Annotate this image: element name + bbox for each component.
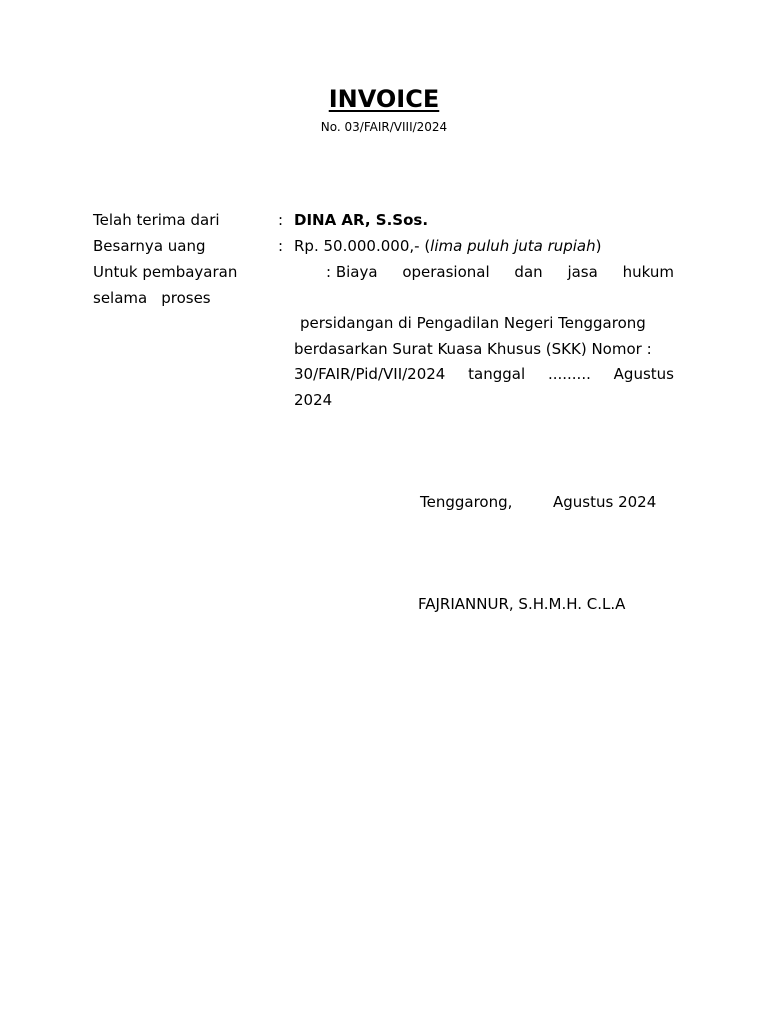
payment-line-5-word: ......... — [547, 365, 591, 383]
amount-close-paren: ) — [595, 237, 602, 255]
payment-line-1-word: dan — [514, 263, 543, 281]
payment-line-2-word: proses — [161, 289, 211, 307]
invoice-title: INVOICE — [328, 85, 440, 113]
payment-line-2 — [93, 288, 211, 308]
payment-line-5-word: tanggal — [468, 365, 526, 383]
payment-line-1-word: jasa — [567, 263, 598, 281]
payment-for-label: Untuk pembayaran — [93, 263, 238, 281]
amount-figure: Rp. 50.000.000,- ( — [294, 237, 431, 255]
payment-line-6: 2024 — [294, 391, 333, 409]
payment-line-1-word: hukum — [622, 263, 674, 281]
payment-line-1-word: : Biaya — [326, 263, 378, 281]
amount-in-words: lima puluh juta rupiah — [430, 237, 596, 255]
invoice-number: No. 03/FAIR/VIII/2024 — [320, 120, 448, 134]
payment-line-5-word: Agustus — [613, 365, 674, 383]
received-from-colon: : — [278, 211, 284, 229]
signatory-name: FAJRIANNUR, S.H.M.H. C.L.A — [418, 595, 626, 613]
amount-value — [294, 236, 602, 256]
payment-line-2-word: selama — [93, 289, 148, 307]
payment-line-5-word: 30/FAIR/Pid/VII/2024 — [294, 365, 446, 383]
payment-line-1-word: operasional — [402, 263, 490, 281]
signature-place: Tenggarong, — [420, 493, 513, 511]
received-from-label: Telah terima dari — [93, 211, 220, 229]
signature-date: Agustus 2024 — [553, 493, 657, 511]
received-from-value: DINA AR, S.Sos. — [294, 211, 429, 229]
payment-line-4: berdasarkan Surat Kuasa Khusus (SKK) Nomor : — [294, 340, 652, 358]
payment-line-1 — [326, 262, 674, 282]
payment-line-5 — [294, 364, 674, 384]
amount-colon: : — [278, 237, 284, 255]
amount-label: Besarnya uang — [93, 237, 206, 255]
payment-line-3: persidangan di Pengadilan Negeri Tenggarong — [300, 314, 646, 332]
